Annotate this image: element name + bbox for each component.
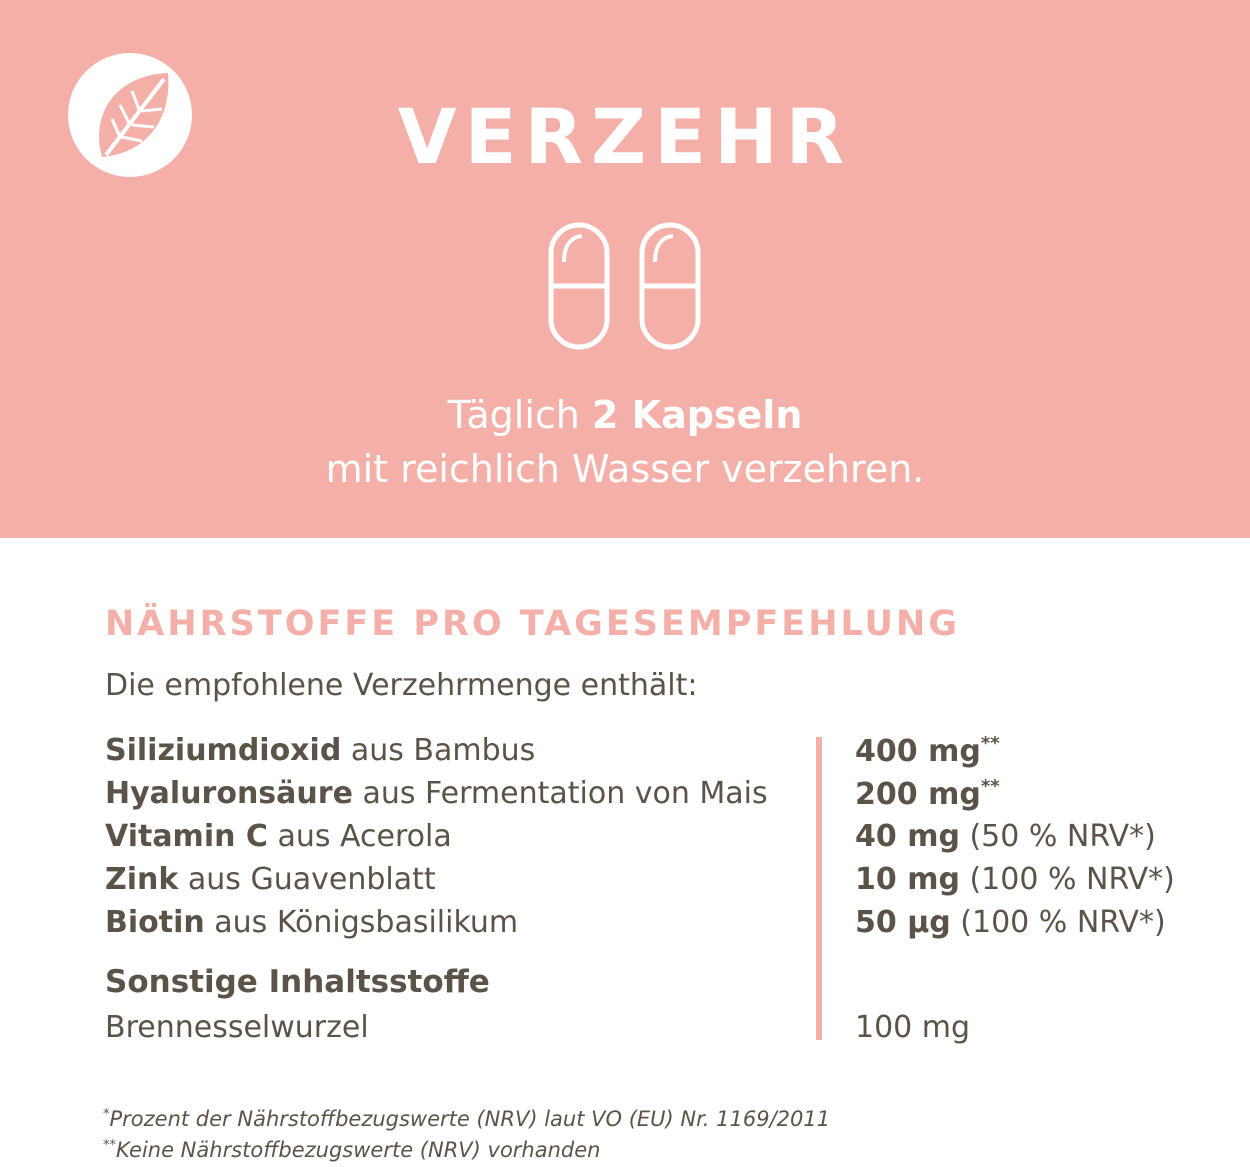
nutrient-row: [105, 819, 1205, 862]
nutrient-row: [105, 776, 1205, 819]
nutrient-name: Zink aus Guavenblatt: [105, 862, 436, 897]
nutrient-name: Biotin aus Königsbasilikum: [105, 905, 519, 940]
other-ingredients-title: Sonstige Inhaltsstoffe: [105, 964, 490, 1000]
footnote-no-nrv: **Keine Nährstoffbezugswerte (NRV) vorhanden: [103, 1138, 601, 1162]
nutrient-row: [105, 862, 1205, 905]
nutrient-row: [105, 905, 1205, 948]
nutrient-row: [105, 733, 1205, 776]
nutrient-table: [105, 733, 1205, 948]
nutrient-amount: 10 mg (100 % NRV*): [855, 862, 1175, 897]
other-ingredient-amount: 100 mg: [855, 1010, 971, 1045]
other-ingredient-row: [105, 1010, 1205, 1045]
nutrient-amount: 200 mg**: [855, 776, 1000, 812]
intake-line-2: mit reichlich Wasser verzehren.: [325, 447, 925, 491]
nutrient-amount: 50 µg (100 % NRV*): [855, 905, 1166, 940]
nutrient-name: Vitamin C aus Acerola: [105, 819, 452, 854]
capsule-icon: [548, 222, 704, 350]
nutrient-name: Siliziumdioxid aus Bambus: [105, 733, 536, 768]
column-divider: [816, 737, 822, 1040]
nutrient-amount: 400 mg**: [855, 733, 1000, 769]
header-banner: [0, 0, 1250, 538]
section-title: NÄHRSTOFFE PRO TAGESEMPFEHLUNG: [105, 604, 960, 644]
intake-line-1: Täglich 2 Kapseln: [447, 393, 803, 437]
page-title: VERZEHR: [397, 92, 853, 181]
other-ingredient-name: Brennesselwurzel: [105, 1010, 369, 1045]
intake-instructions: [0, 388, 1250, 496]
footnote-nrv: *Prozent der Nährstoffbezugswerte (NRV) laut VO (EU) Nr. 1169/2011: [103, 1107, 831, 1131]
section-subtitle: Die empfohlene Verzehrmenge enthält:: [105, 668, 698, 703]
nutrient-name: Hyaluronsäure aus Fermentation von Mais: [105, 776, 768, 811]
nutrient-amount: 40 mg (50 % NRV*): [855, 819, 1156, 854]
